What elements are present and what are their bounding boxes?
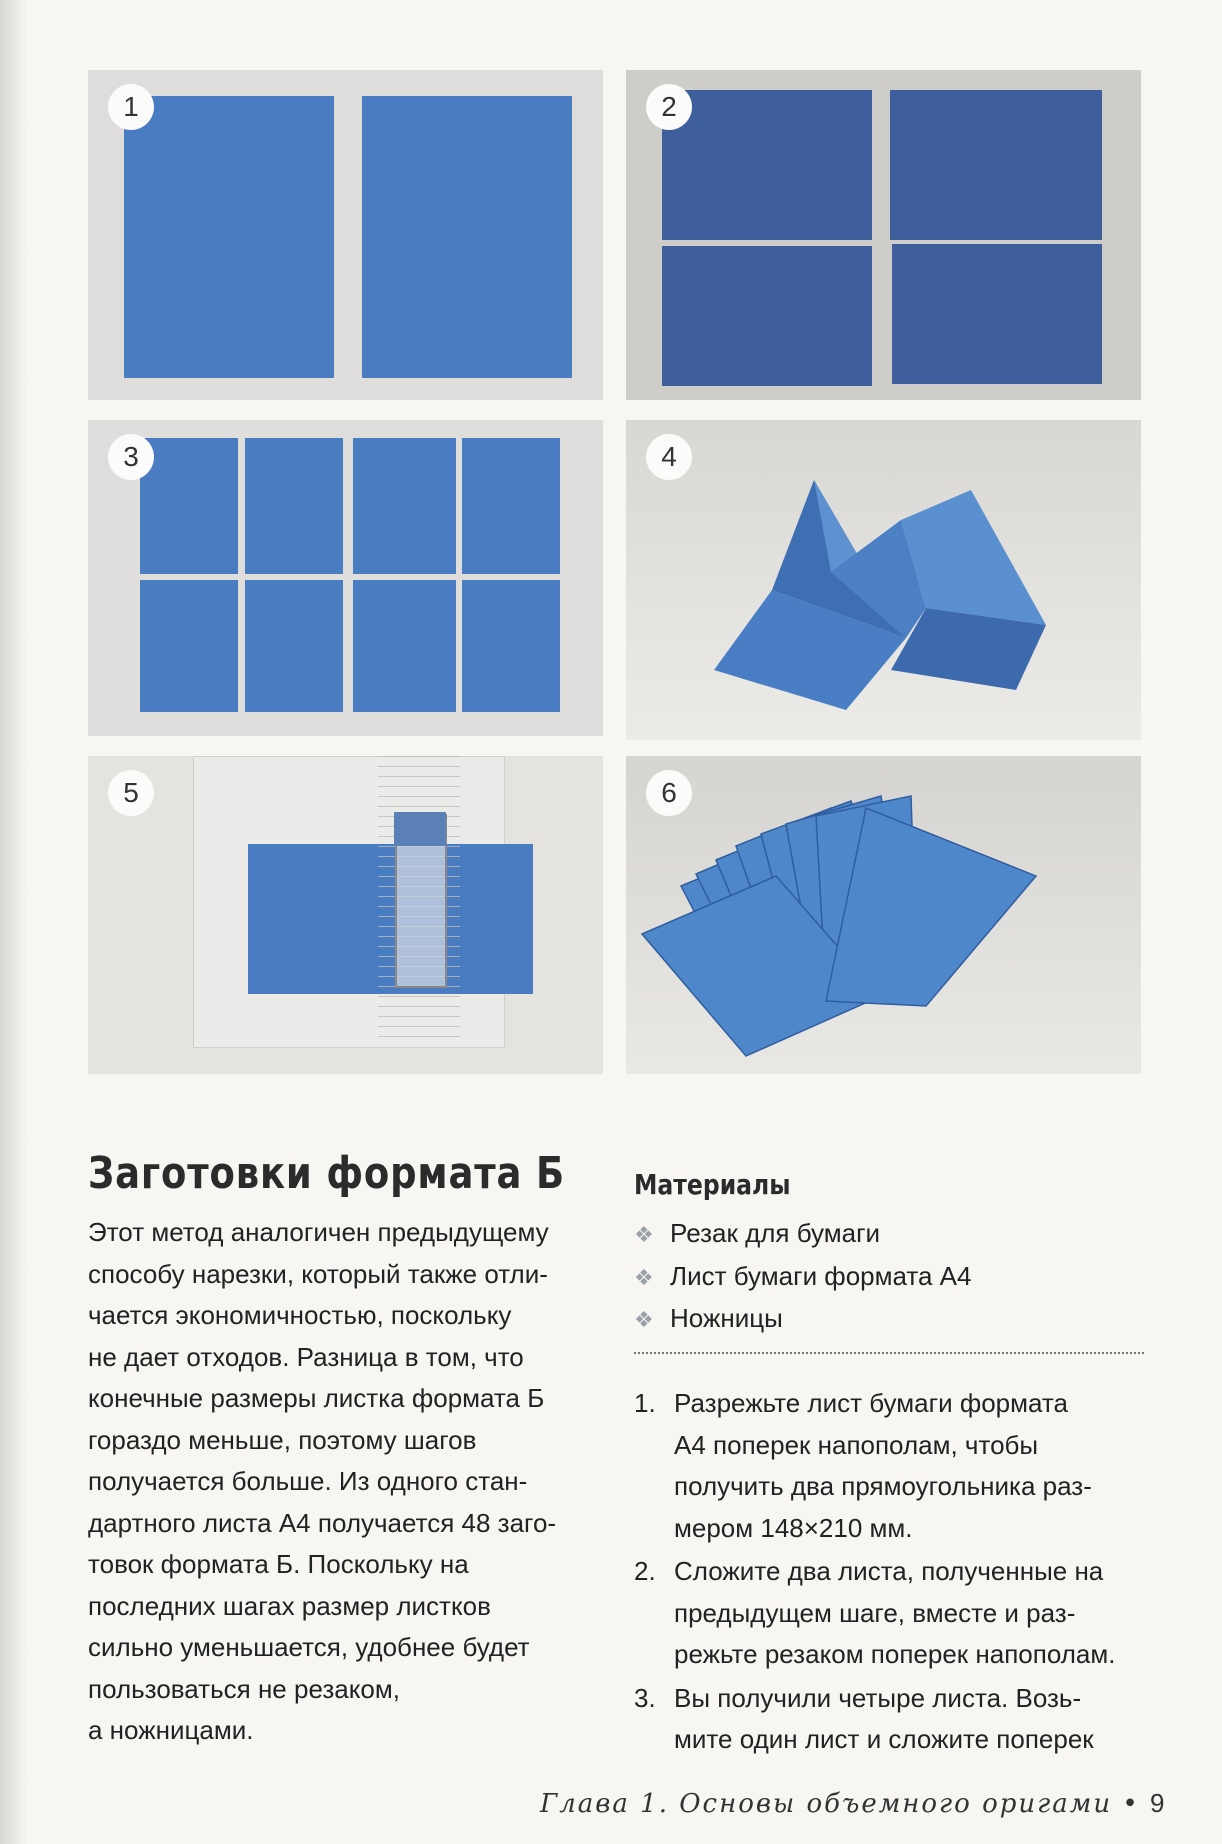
paragraph-line: чается экономичностью, поскольку: [88, 1300, 512, 1330]
sheet-eighth-5: [140, 580, 238, 712]
sheet-eighth-2: [245, 438, 343, 574]
paragraph-line: способу нарезки, который также отли-: [88, 1258, 548, 1289]
sheet-quarter-3: [662, 246, 872, 386]
cutter-handle: [394, 812, 446, 846]
paragraph-line: гораздо меньше, поэтому шагов: [88, 1424, 477, 1455]
sheet-eighth-1: [140, 438, 238, 574]
step-number-badge: 1: [108, 84, 154, 130]
paragraph-line: конечные размеры листка формата Б: [88, 1383, 545, 1413]
paragraph-line: последних шагах размер листков: [88, 1590, 491, 1621]
paragraph-line: Этот метод аналогичен предыдущему: [88, 1217, 549, 1247]
diamond-bullet-icon: ❖: [634, 1264, 654, 1290]
sheet-eighth-8: [462, 580, 560, 712]
step-number-badge: 2: [646, 84, 692, 130]
photo-step-1: [88, 70, 603, 400]
list-item: ❖ Резак для бумаги: [634, 1213, 972, 1256]
intro-paragraph: [88, 1212, 598, 1752]
chapter-title: Глава 1. Основы объемного оригами: [540, 1789, 1113, 1819]
sheet-quarter-1: [662, 90, 872, 240]
folded-zigzag-sheet: [626, 420, 1141, 740]
footer-separator: •: [1122, 1789, 1140, 1819]
section-title: Заготовки формата Б: [88, 1148, 565, 1199]
step-number: 1.: [634, 1388, 656, 1418]
step-item: 2. Сложите два листа, полученные на предыдущем шаге, вместе и раз- режьте резаком поперек напополам.: [634, 1551, 1154, 1676]
step-number-badge: 4: [646, 434, 692, 480]
step-number-badge: 6: [646, 770, 692, 816]
step-number: 2.: [634, 1556, 656, 1586]
paragraph-line: сильно уменьшается, удобнее будет: [88, 1632, 530, 1662]
photo-step-5: [88, 756, 603, 1074]
page-footer: [540, 1788, 1165, 1819]
paragraph-line: пользоваться не резаком,: [88, 1673, 400, 1704]
page-edge-shadow: [0, 0, 28, 1844]
page-number: 9: [1149, 1788, 1165, 1818]
photo-step-6: [626, 756, 1141, 1074]
sheet-quarter-4: [892, 244, 1102, 384]
step-item: 3. Вы получили четыре листа. Возь- мите один лист и сложите поперек: [634, 1678, 1154, 1761]
step-number-badge: 5: [108, 770, 154, 816]
paragraph-line: дартного листа А4 получается 48 заго-: [88, 1507, 557, 1538]
diamond-bullet-icon: ❖: [634, 1222, 654, 1247]
paragraph-line: получается больше. Из одного стан-: [88, 1466, 528, 1496]
sheet-quarter-2: [890, 90, 1102, 240]
materials-title: Материалы: [634, 1168, 791, 1201]
sheet-eighth-6: [245, 580, 343, 712]
paragraph-line: а ножницами.: [88, 1715, 254, 1745]
photo-step-2: [626, 70, 1141, 400]
list-item: ❖ Ножницы: [634, 1298, 972, 1341]
photo-step-3: [88, 420, 603, 736]
step-number: 3.: [634, 1682, 656, 1713]
step-number-badge: 3: [108, 434, 154, 480]
dotted-divider: [634, 1352, 1144, 1354]
sheet-eighth-3: [353, 438, 456, 574]
list-item: ❖ Лист бумаги формата А4: [634, 1256, 972, 1299]
diamond-bullet-icon: ❖: [634, 1307, 654, 1332]
paragraph-line: товок формата Б. Поскольку на: [88, 1549, 469, 1579]
fanned-sheets: [626, 756, 1141, 1074]
step-item: 1. Разрежьте лист бумаги формата А4 поперек напополам, чтобы получить два прямоугольника раз- мером 148×210 мм.: [634, 1383, 1154, 1549]
steps-list: [634, 1383, 1154, 1763]
sheet-half-right: [362, 96, 572, 378]
sheet-half-left: [124, 96, 334, 378]
paragraph-line: не дает отходов. Разница в том, что: [88, 1341, 524, 1372]
sheet-eighth-4: [462, 438, 560, 574]
sheet-eighth-7: [353, 580, 456, 712]
materials-list: [634, 1213, 972, 1341]
photo-step-4: [626, 420, 1141, 740]
